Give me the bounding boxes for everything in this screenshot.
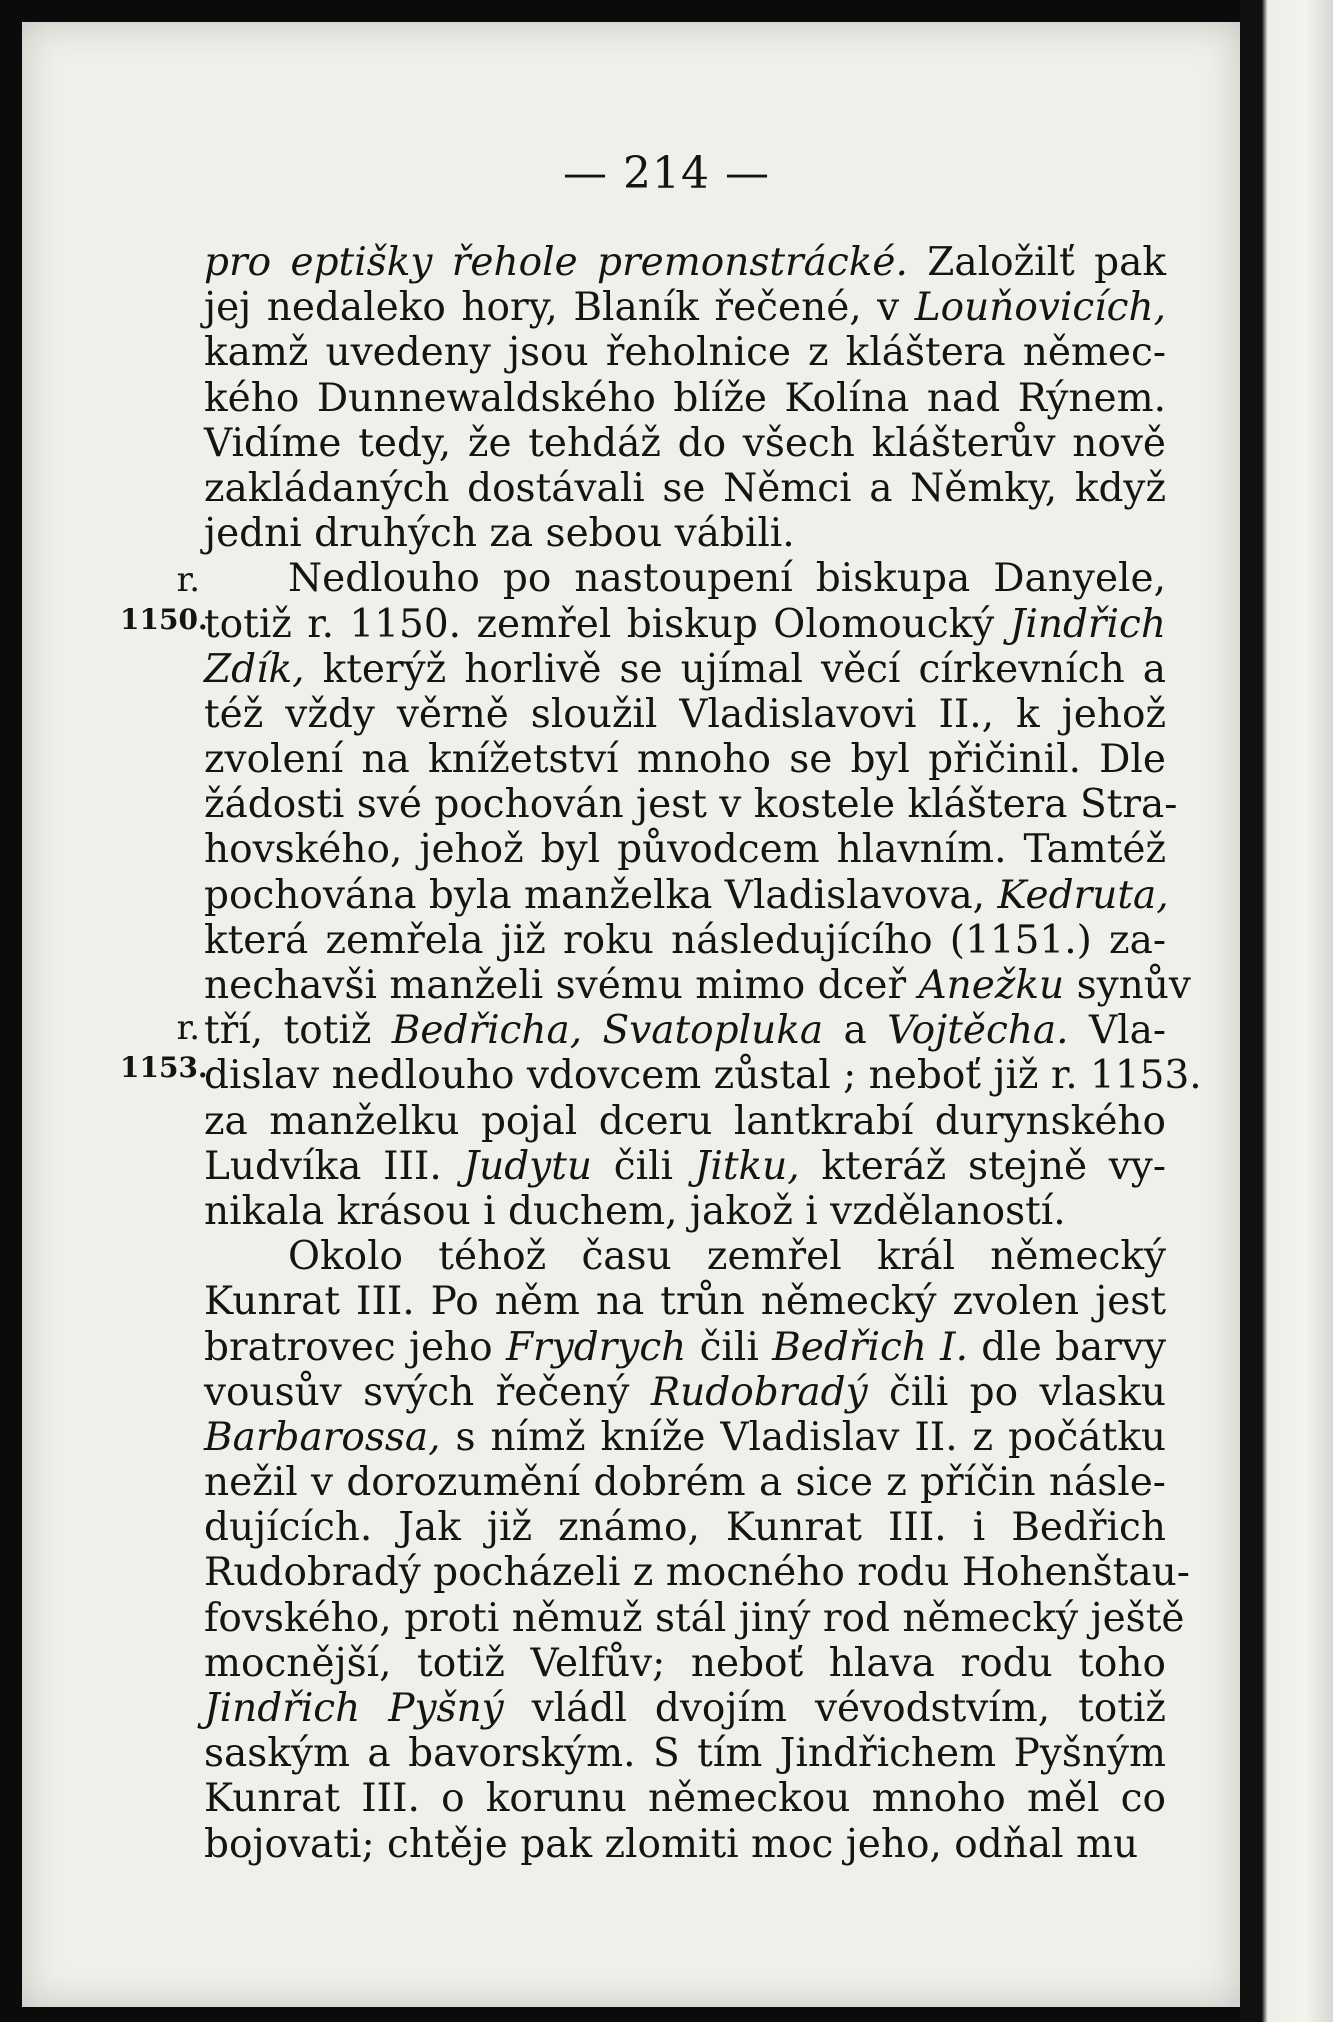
- text-line: [204, 872, 1169, 918]
- text-line: [204, 1144, 1166, 1189]
- text-segment: kamž uvedeny jsou řeholnice z kláštera němec-: [204, 330, 1166, 376]
- text-line: [204, 918, 1166, 963]
- text-segment: jej nedaleko hory, Blaník řečené, v: [204, 285, 915, 331]
- text-line: [204, 1234, 1166, 1279]
- text-line: [204, 330, 1166, 375]
- text-segment: Kunrat III. Po něm na trůn německý zvolen jest: [204, 1279, 1166, 1325]
- text-segment: kterýž horlivě se ujímal věcí církevních a: [304, 646, 1166, 692]
- text-segment: čili: [686, 1324, 773, 1370]
- text-line: [204, 1460, 1166, 1505]
- margin-note-r: r.: [176, 1008, 200, 1048]
- text-segment: Nedlouho po nastoupení biskupa Danyele,: [288, 556, 1166, 602]
- text-segment: bratrovec jeho: [204, 1324, 506, 1370]
- text-segment: s nímž kníže Vladislav II. z počátku: [440, 1414, 1166, 1460]
- text-line: [204, 1370, 1166, 1415]
- text-segment: tří, totiž: [204, 1008, 392, 1054]
- text-segment: žádosti své pochován jest v kostele kláštera Stra-: [204, 782, 1178, 828]
- text-segment: hovského, jehož byl původcem hlavním. Tamtéž: [204, 827, 1166, 873]
- text-line: [204, 466, 1166, 511]
- text-line: [204, 602, 1166, 647]
- text-segment: která zemřela již roku následujícího (1151.) za-: [204, 917, 1166, 963]
- text-segment: dislav nedlouho vdovcem zůstal ; neboť již r. 1153.: [204, 1053, 1202, 1099]
- text-line: [204, 1099, 1166, 1144]
- text-segment: vousův svých řečený: [204, 1369, 651, 1415]
- text-line: [204, 1641, 1166, 1686]
- text-segment: Jindřich Pyšný: [204, 1686, 504, 1731]
- text-segment: dujících. Jak již známo, Kunrat III. i Bedřich: [204, 1505, 1166, 1551]
- text-line: [204, 1595, 1185, 1641]
- text-line: [204, 1008, 1166, 1053]
- text-segment: čili po vlasku: [867, 1369, 1167, 1415]
- text-line: [204, 240, 1166, 285]
- text-segment: bojovati; chtěje pak zlomiti moc jeho, odňal mu: [204, 1821, 1139, 1867]
- text-line: [204, 1415, 1166, 1460]
- text-line: [204, 692, 1166, 737]
- margin-note-1150: [120, 560, 208, 640]
- text-segment: nikala krásou i duchem, jakož i vzdělaností.: [204, 1188, 1066, 1234]
- text-segment: vládl dvojím vévodstvím, totiž: [503, 1686, 1166, 1731]
- text-segment: saským a bavorským. S tím Jindřichem Pyšným: [204, 1731, 1166, 1777]
- text-segment: pochována byla manželka Vladislavova,: [204, 872, 998, 918]
- text-segment: zvolení na knížetství mnoho se byl přičinil. Dle: [204, 737, 1166, 783]
- text-line: [204, 737, 1166, 782]
- text-line: [204, 1686, 1166, 1731]
- margin-note-year: 1153.: [120, 1051, 208, 1084]
- text-segment: a: [823, 1008, 888, 1054]
- margin-note-year: 1150.: [120, 603, 208, 636]
- text-segment: Barbarossa,: [204, 1414, 441, 1460]
- text-line: [204, 511, 1166, 556]
- text-segment: zakládaných dostávali se Němci a Němky, když: [204, 465, 1166, 511]
- text-segment: Okolo téhož času zemřel král německý: [288, 1234, 1166, 1280]
- text-segment: Rudobradý: [650, 1369, 868, 1415]
- text-line: [204, 827, 1166, 872]
- text-segment: Jitku,: [694, 1143, 800, 1189]
- text-line: [204, 1776, 1166, 1821]
- text-segment: Vojtěcha.: [887, 1008, 1069, 1054]
- text-segment: nechavši manželi svému mimo dceř: [204, 963, 919, 1008]
- text-segment: Frydrych: [505, 1324, 687, 1370]
- text-segment: Založilť pak: [907, 240, 1166, 285]
- text-segment: Kunrat III. o korunu německou mnoho měl co: [204, 1776, 1166, 1822]
- text-segment: fovského, proti němuž stál jiný rod německý ještě: [204, 1595, 1185, 1641]
- body-text: [204, 240, 1202, 1867]
- text-segment: totiž r. 1150. zemřel biskup Olomoucký: [204, 601, 1010, 647]
- text-line: [204, 285, 1166, 330]
- text-line: [204, 647, 1166, 692]
- text-line: [204, 556, 1166, 601]
- text-segment: též vždy věrně sloužil Vladislavovi II., k jehož: [204, 691, 1166, 737]
- text-line: [204, 1325, 1166, 1370]
- text-segment: Jindřich: [1009, 601, 1166, 647]
- text-segment: Vidíme tedy, že tehdáž do všech klášterův nově: [204, 420, 1166, 466]
- text-line: [204, 1189, 1166, 1234]
- text-line: [204, 421, 1166, 466]
- text-segment: za manželku pojal dceru lantkrabí durynského: [204, 1098, 1166, 1144]
- text-segment: Bedřicha, Svatopluka: [391, 1008, 824, 1054]
- text-line: [204, 376, 1166, 421]
- text-segment: Ludvíka III.: [204, 1143, 464, 1189]
- text-segment: nežil v dorozumění dobrém a sice z příčin násle-: [204, 1460, 1166, 1506]
- text-segment: kteráž stejně vy-: [799, 1143, 1166, 1189]
- page-gutter: [1240, 0, 1262, 2022]
- text-segment: čili: [592, 1143, 695, 1189]
- text-line: [204, 1731, 1166, 1776]
- text-segment: Kedruta,: [997, 872, 1169, 918]
- text-segment: Bedřich I.: [772, 1324, 968, 1370]
- text-segment: synův: [1064, 963, 1191, 1008]
- text-segment: jedni druhých za sebou vábili.: [204, 511, 795, 557]
- text-line: [204, 1505, 1166, 1550]
- page-number: — 214 —: [563, 148, 770, 199]
- text-segment: Louňovicích,: [914, 285, 1166, 331]
- text-segment: Zdík,: [204, 646, 305, 692]
- text-segment: Anežku: [918, 963, 1065, 1008]
- text-line: [204, 963, 1191, 1008]
- text-segment: dle barvy: [968, 1324, 1167, 1370]
- text-line: [204, 1550, 1190, 1596]
- text-line: [204, 1822, 1166, 1867]
- margin-note-r: r.: [176, 560, 200, 600]
- text-segment: kého Dunnewaldského blíže Kolína nad Rýnem.: [204, 375, 1166, 421]
- margin-note-1153: [120, 1008, 208, 1088]
- text-segment: Judytu: [463, 1143, 592, 1189]
- text-line: [204, 782, 1178, 828]
- text-segment: Vla-: [1068, 1008, 1167, 1054]
- text-line: [204, 1279, 1166, 1324]
- text-line: [204, 1053, 1202, 1099]
- text-segment: Rudobradý pocházeli z mocného rodu Hohenštau-: [204, 1550, 1190, 1596]
- next-page-edge: [1262, 0, 1333, 2022]
- text-segment: mocnější, totiž Velfův; neboť hlava rodu toho: [204, 1640, 1166, 1686]
- text-segment: pro eptišky řehole premonstrácké.: [204, 240, 908, 285]
